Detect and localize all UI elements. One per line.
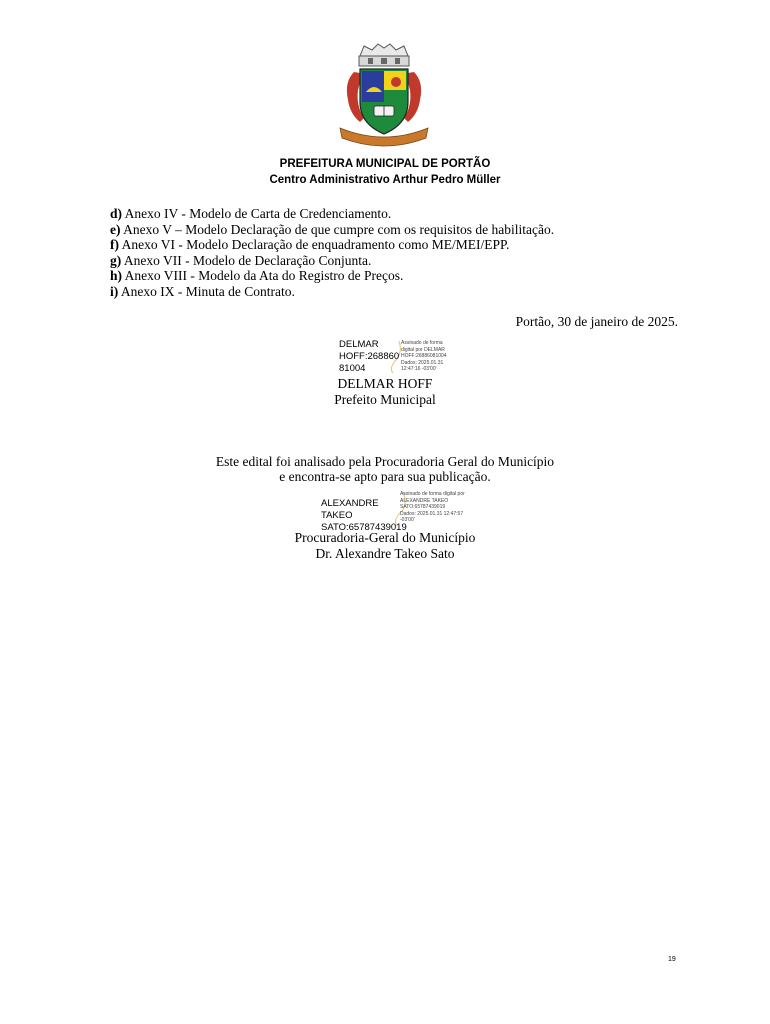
list-item: i) Anexo IX - Minuta de Contrato. bbox=[110, 283, 295, 299]
signature-details: Assinado de forma digital por DELMAR HOFF:26886081004 Dados: 2025.01.31 12:47:16 -03'00' bbox=[401, 340, 447, 373]
document-date: Portão, 30 de janeiro de 2025. bbox=[515, 314, 678, 329]
signer-title: Prefeito Municipal bbox=[334, 392, 436, 407]
signer-title: Procuradoria-Geral do Município bbox=[294, 530, 476, 545]
list-item: e) Anexo V – Modelo Declaração de que cumpre com os requisitos de habilitação. bbox=[110, 221, 555, 237]
annex-list bbox=[110, 206, 710, 300]
signer-name: Dr. Alexandre Takeo Sato bbox=[315, 546, 455, 561]
signature-name: DELMAR HOFF:268860 81004 bbox=[339, 339, 400, 374]
review-note-line1: Este edital foi analisado pela Procuradoria Geral do Município bbox=[215, 454, 555, 469]
list-item: f) Anexo VI - Modelo Declaração de enquadramento como ME/MEI/EPP. bbox=[110, 237, 510, 253]
list-item: d) Anexo IV - Modelo de Carta de Credenciamento. bbox=[110, 206, 392, 221]
review-note-line2: e encontra-se apto para sua publicação. bbox=[279, 469, 491, 484]
header-center: Centro Administrativo Arthur Pedro Müller bbox=[269, 174, 501, 186]
list-item: h) Anexo VIII - Modelo da Ata do Registro de Preços. bbox=[110, 268, 404, 284]
municipal-coat-of-arms-icon bbox=[330, 42, 438, 150]
signature-details: Assinado de forma digital por ALEXANDRE TAKEO SATO:65787439019 Dados: 2025.01.31 12:47:57 -03'00' bbox=[400, 491, 465, 524]
page-number: 19 bbox=[668, 956, 676, 963]
signature-name: ALEXANDRE TAKEO SATO:65787439019 bbox=[321, 498, 407, 533]
header-institution: PREFEITURA MUNICIPAL DE PORTÃO bbox=[279, 158, 491, 170]
list-item: g) Anexo VII - Modelo de Declaração Conjunta. bbox=[110, 252, 372, 268]
signer-name: DELMAR HOFF bbox=[337, 376, 433, 391]
